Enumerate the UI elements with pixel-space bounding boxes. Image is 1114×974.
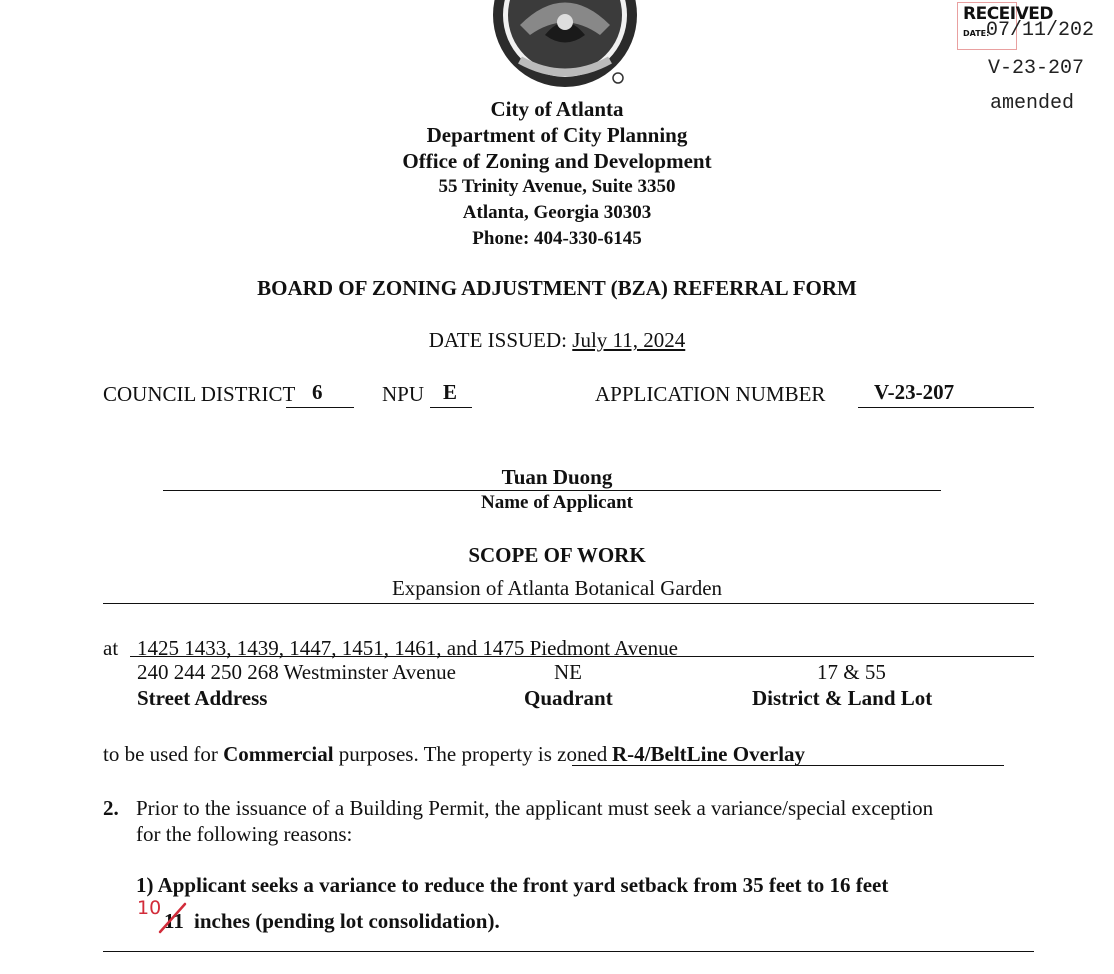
address-underline [130,656,1034,657]
received-stamp-title: RECEIVED [963,4,1053,24]
stamp-case-number: V-23-207 [988,57,1085,80]
reason-line-1: 1) Applicant seeks a variance to reduce the front yard setback from 35 feet to 16 feet [136,873,889,897]
reason-struck-value: 11 [164,909,184,933]
reason-line-2: inches (pending lot consolidation). [194,909,500,933]
header-address: 55 Trinity Avenue, Suite 3350 [438,176,676,197]
address-line-2: 240 244 250 268 Westminster Avenue [137,660,456,684]
city-of-atlanta-seal [490,0,640,90]
application-number-underline [858,407,1034,408]
npu-value: E [443,380,458,404]
red-strike-mark [158,902,188,934]
street-address-label: Street Address [137,686,268,710]
district-land-lot-value: 17 & 55 [817,660,886,684]
scope-value: Expansion of Atlanta Botanical Garden [391,576,723,600]
council-district-value: 6 [312,380,323,404]
quadrant-value: NE [554,660,582,684]
use-type: Commercial [223,742,334,766]
application-number-value: V-23-207 [874,380,955,404]
district-land-lot-label: District & Land Lot [752,686,933,710]
item-text-line-2: for the following reasons: [136,822,353,846]
scope-label: SCOPE OF WORK [468,543,646,567]
scope-underline [103,603,1034,604]
header-department: Department of City Planning [426,123,688,147]
date-issued-row [0,328,1114,353]
council-district-underline [286,407,354,408]
quadrant-label: Quadrant [524,686,613,710]
address-line-1: 1425 1433, 1439, 1447, 1451, 1461, and 1475 Piedmont Avenue [137,636,678,660]
npu-label: NPU [382,382,425,406]
header-office: Office of Zoning and Development [402,149,712,173]
applicant-label: Name of Applicant [481,492,633,513]
applicant-name: Tuan Duong [501,465,613,489]
header-city-state: Atlanta, Georgia 30303 [462,202,652,223]
header-phone: Phone: 404-330-6145 [472,228,642,249]
date-issued-label: DATE ISSUED: [428,328,568,352]
zoning-value: R-4/BeltLine Overlay [612,742,806,766]
header-city: City of Atlanta [490,97,624,121]
reason-underline [103,951,1034,952]
form-title: BOARD OF ZONING ADJUSTMENT (BZA) REFERRAL FORM [257,276,857,300]
npu-underline [430,407,472,408]
council-district-label: COUNCIL DISTRICT [103,382,296,406]
stamp-amended-note: amended [990,92,1075,115]
application-number-label: APPLICATION NUMBER [595,382,826,406]
use-prefix: to be used for [103,742,218,766]
at-label: at [103,636,119,660]
received-stamp-date: 07/11/202 [986,19,1095,42]
reason-handwritten-correction: 10 [137,897,162,919]
use-zoning-row [103,742,607,767]
received-stamp-date-label: DATE: [963,29,990,38]
item-text-line-1: Prior to the issuance of a Building Permit, the applicant must seek a variance/special exception [136,796,934,820]
date-issued-value: July 11, 2024 [572,328,686,352]
applicant-underline [163,490,941,491]
item-number: 2. [103,796,119,820]
use-suffix: purposes. The property is zoned [338,742,608,766]
